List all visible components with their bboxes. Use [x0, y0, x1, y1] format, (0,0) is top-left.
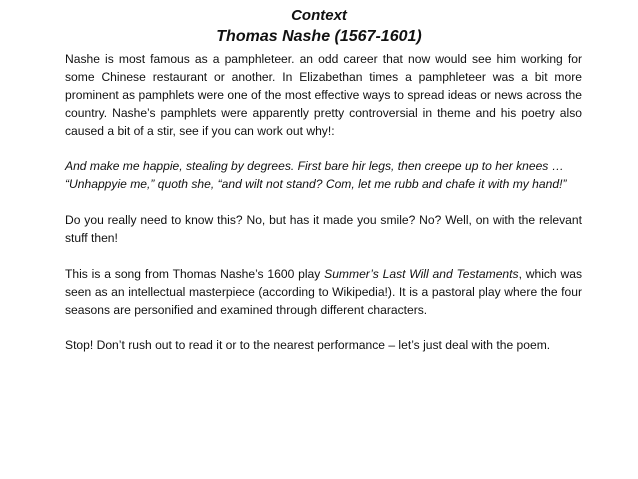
play-title: Summer’s Last Will and Testaments [324, 266, 519, 281]
paragraph-play [65, 266, 582, 320]
quote-line-2: “Unhappyie me,” quoth she, “and wilt not stand? Com, let me rubb and chafe it with my hand!” [65, 177, 567, 192]
page-title: Thomas Nashe (1567-1601) [216, 28, 422, 45]
paragraph-play-before: This is a song from Thomas Nashe’s 1600 play [65, 266, 325, 281]
paragraph-closing: Stop! Don’t rush out to read it or to the nearest performance – let’s just deal with the poem. [65, 338, 551, 353]
paragraph-play-after: , which was seen as an intellectual masterpiece (according to Wikipedia!). It is a pastoral play where the four seasons are personified and examined through different characters. [65, 266, 582, 317]
quote-line-1: And make me happie, stealing by degrees. First bare hir legs, then creepe up to her knees … [65, 159, 564, 174]
context-heading: Context [291, 7, 347, 24]
paragraph-aside: Do you really need to know this? No, but has it made you smile? No? Well, on with the relevant stuff then! [65, 213, 582, 246]
paragraph-intro: Nashe is most famous as a pamphleteer. an odd career that now would see him working for some Chinese restaurant or another. In Elizabethan times a pamphleteer was a bit more prominent as pamphlets were one of the most effective ways to spread ideas or news across the country. Nashe’s pamphlets were apparently pretty controversial in theme and his poetry also caused a bit of a stir, see if you can work out why!: [65, 52, 582, 138]
body-text [65, 51, 582, 373]
